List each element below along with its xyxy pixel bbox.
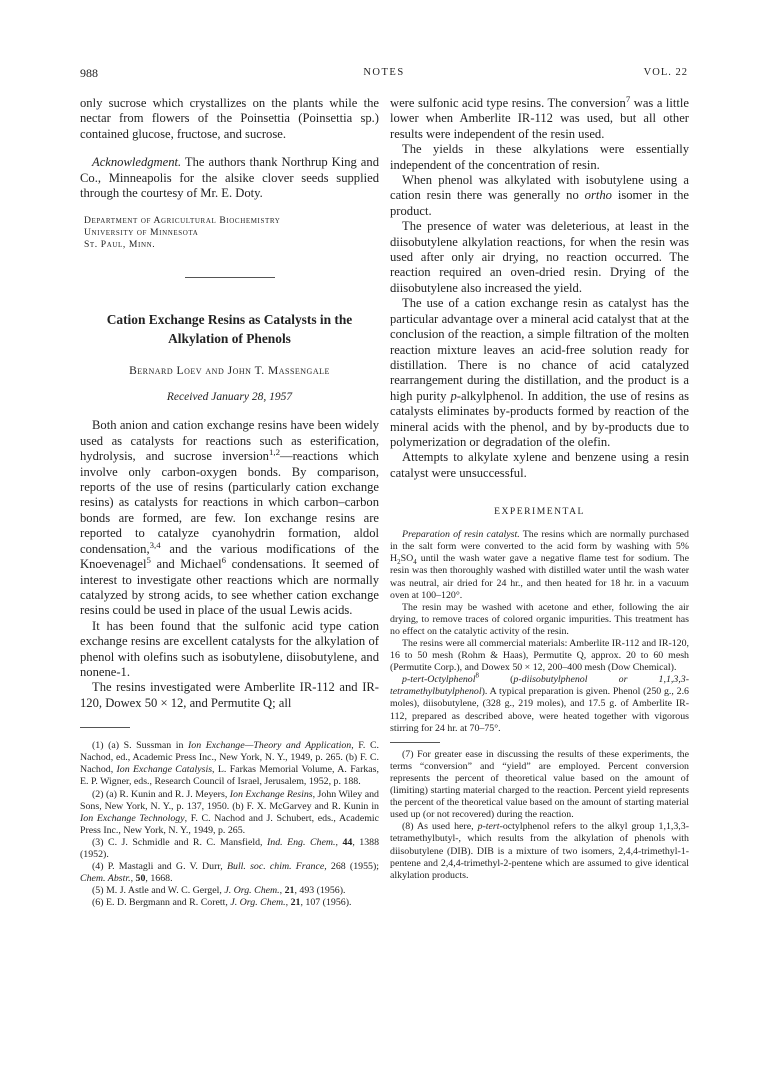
- footnote-8: (8) As used here, p-tert-octylphenol refers to the alkyl group 1,1,3,3-tetramethylbutyl-, which results from the alkylation of phenols with diisobutylene (DIB). DIB is a mixture of two isomers, 2,4,4-trimethyl-1-pentene and 2,4,4-trimethyl-2-pentene which are assumed to give identical alkylation products.: [390, 821, 689, 881]
- affiliation-line: Department of Agricultural Biochemistry: [84, 215, 281, 227]
- footnote-rule: [80, 727, 130, 728]
- body-paragraph: The resins investigated were Amberlite IR-112 and IR-120, Dowex 50 × 12, and Permutite Q; all: [80, 680, 379, 710]
- experimental-paragraph: The resin may be washed with acetone and ether, following the air drying, to remove traces of colored organic impurities. This treatment has no effect on the catalytic activity of the resin.: [390, 601, 689, 637]
- experimental-heading: EXPERIMENTAL: [494, 506, 585, 518]
- affiliation: [80, 215, 379, 251]
- experimental-paragraph: Preparation of resin catalyst. The resins which are normally purchased in the salt form were converted to the acid form by washing with 5% $H_2SO_4$ until the wash water gave a negative flame test for sodium. The resin was then thoroughly washed with distilled water until the wash water was neutral, air dried for 24 hr., and then heated for 18 hr. in a vacuum oven at 100–120°.: [390, 529, 689, 601]
- body-paragraph: The use of a cation exchange resin as catalyst has the particular advantage over a mineral acid catalyst that at the conclusion of the reaction, a simple filtration of the molten reaction mixture leaves an acid-free solution ready for distillation. There is no chance of acid catalyzed rearrangement during the distillation, and the product is a high purity p-alkylphenol. In addition, the use of resins as catalysts eliminates by-products formed by reaction of the mineral acids with the phenol, and by by-products due to polymerization or degradation of the olefin.: [390, 296, 689, 449]
- footnote-6: (6) E. D. Bergmann and R. Corett, J. Org. Chem., 21, 107 (1956).: [92, 897, 352, 909]
- body-paragraph: Attempts to alkylate xylene and benzene using a resin catalyst were unsuccessful.: [390, 450, 689, 480]
- footnote-5: (5) M. J. Astle and W. C. Gergel, J. Org. Chem., 21, 493 (1956).: [92, 885, 346, 897]
- page-number: 988: [80, 66, 98, 80]
- right-column: [390, 93, 690, 882]
- section-title: NOTES: [363, 67, 405, 78]
- footnote-3: (3) C. J. Schmidle and R. C. Mansfield, Ind. Eng. Chem., 44, 1388 (1952).: [80, 836, 380, 860]
- running-header: [80, 66, 688, 80]
- article-title: Cation Exchange Resins as Catalysts in the Alkylation of Phenols: [106, 312, 353, 347]
- carryover-paragraph: only sucrose which crystallizes on the plants while the nectar from flowers of the Poinsettia (Poinsettia sp.) contained glucose, fructose, and sucrose.: [80, 96, 379, 141]
- left-column: [80, 96, 379, 909]
- intro-paragraph: Both anion and cation exchange resins have been widely used as catalysts for reactions such as esterification, hydrolysis, and sucrose inversion$^{1,2}$—reactions which involve only carbon-oxygen bonds. By comparison, reports of the use of resins (particularly cation exchange resins) as catalysts for reactions in which carbon–carbon bonds are formed, are few. Ion exchange resins are reported to catalyze cyanohydrin formation, aldol condensation,$^{3,4}$ and the various modifications of the Knoevenagel$^5$ and Michael$^6$ condensations. It seemed of interest to investigate other reactions which are normally catalyzed by strong acids, to see whether cation exchange resins could be used in place of the usual Lewis acids.: [80, 418, 379, 618]
- body-paragraph: The yields in these alkylations were essentially independent of the concentration of resin.: [390, 142, 689, 172]
- body-paragraph: The presence of water was deleterious, at least in the diisobutylene alkylation reactions, for when the resin was used after only air drying, no reaction occurred. The reaction required an oven-dried resin. Drying of the diisobutylene also increased the yield.: [390, 219, 689, 295]
- affiliation-line: University of Minnesota: [84, 227, 199, 239]
- footnote-rule: [390, 742, 440, 743]
- divider: [185, 277, 275, 278]
- footnote-4: (4) P. Mastagli and G. V. Durr, Bull. soc. chim. France, 268 (1955); Chem. Abstr., 50, 1668.: [80, 861, 379, 885]
- body-paragraph: It has been found that the sulfonic acid type cation exchange resins are excellent catalysts for the alkylation of phenol with olefins such as isobutylene, diisobutylene, and nonene-1.: [80, 618, 379, 679]
- article-authors: Bernard Loev and John T. Massengale: [129, 365, 330, 378]
- volume-label: VOL. 22: [643, 67, 688, 78]
- footnote-1: (1) (a) S. Sussman in Ion Exchange—Theory and Application, F. C. Nachod, ed., Academic Press Inc., New York, N. Y., 1949, p. 265. (b) F. C. Nachod, Ion Exchange Catalysis, L. Farkas Memorial Volume, A. Farkas, E. P. Wigner, eds., Research Council of Israel, Jerusalem, 1952, p. 188.: [80, 740, 379, 788]
- footnote-7: (7) For greater ease in discussing the results of these experiments, the terms “conversion” and “yield” are employed. Percent conversion represents the percent of theoretical value based on the amount of (limiting) starting material charged to the reaction. Percent yield represents the percent of the theoretical value based on the amount of starting material used up (or not recovered) during the reaction.: [390, 748, 689, 821]
- footnote-2: (2) (a) R. Kunin and R. J. Meyers, Ion Exchange Resins, John Wiley and Sons, New York, N. Y., p. 137, 1950. (b) F. X. McGarvey and R. Kunin in Ion Exchange Technology, F. C. Nachod and J. Schubert, eds., Academic Press Inc., New York, N. Y., 1949, p. 265.: [80, 788, 380, 836]
- experimental-paragraph: p-tert-Octylphenol$^8$ (p-diisobutylphenol or 1,1,3,3-tetramethylbutylphenol). A typical preparation is given. Phenol (250 g., 2.6 moles), diisobutylene, (328 g., 219 moles), and 17.5 g. of Amberlite IR-112, prepared as described above, were heated together with vigorous stirring for 24 hr. at 70–75°.: [390, 672, 690, 734]
- affiliation-line: St. Paul, Minn.: [84, 239, 156, 251]
- body-paragraph: were sulfonic acid type resins. The conversion$^7$ was a little lower when Amberlite IR-112 was used, but all other results were independent of the resin used.: [390, 93, 689, 141]
- acknowledgment-paragraph: Acknowledgment. The authors thank Northrup King and Co., Minneapolis for the alsike clover seeds supplied through the courtesy of Mr. E. Doty.: [80, 155, 379, 201]
- experimental-paragraph: The resins were all commercial materials: Amberlite IR-112 and IR-120, 16 to 50 mesh (Rohm & Haas), Permutite Q, approx. 20 to 60 mesh (Permutite Corp.), and Dowex 50 × 12, 200–400 mesh (Dow Chemical).: [390, 638, 690, 674]
- body-paragraph: When phenol was alkylated with isobutylene using a cation resin there was generally no ortho isomer in the product.: [390, 173, 690, 218]
- received-date: Received January 28, 1957: [166, 391, 293, 404]
- acknowledgment-heading: Acknowledgment.: [92, 155, 182, 170]
